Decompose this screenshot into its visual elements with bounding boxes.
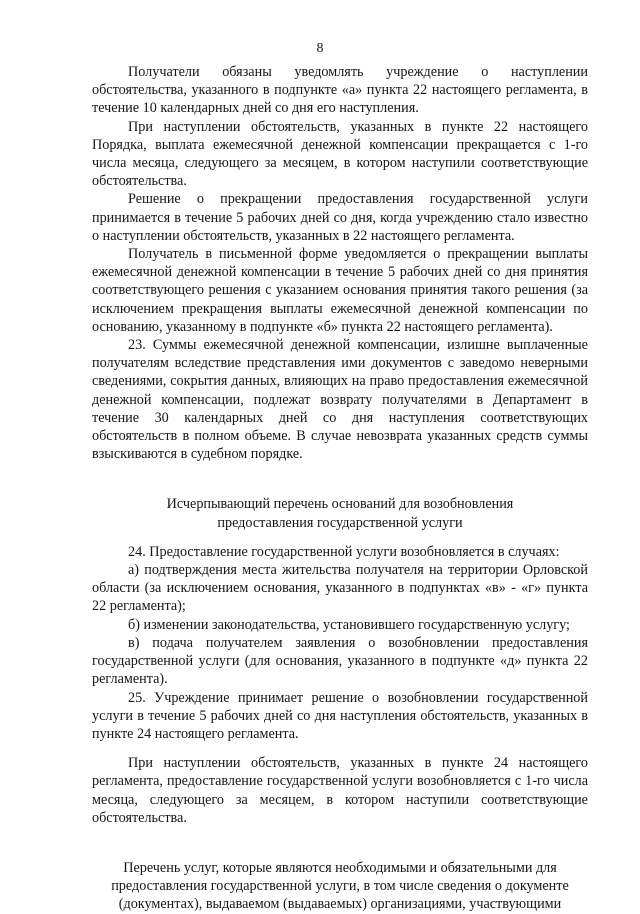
- paragraph-spacer: [92, 743, 588, 754]
- paragraph-written-notice: Получатель в письменной форме уведомляется о прекращении выплаты ежемесячной денежной компенсации в течение 5 рабочих дней со дня принятия соответствующего решения с указанием основания принятия такого решения (за исключением прекращения выплаты ежемесячной денежной компенсации по основанию, указанному в подпункте «б» пункта 22 настоящего регламента).: [92, 246, 588, 335]
- paragraph-item-23: 23. Суммы ежемесячной денежной компенсации, излишне выплаченные получателям вследствие представления ими документов с заведомо неверными сведениями, сокрытия данных, влияющих на право предоставления ежемесячной денежной компенсации, подлежат возврату получателями в Департамент в течение 30 календарных дней со дня наступления соответствующих обстоятельств в полном объеме. В случае невозврата указанных средств суммы взыскиваются в судебном порядке.: [92, 337, 588, 463]
- section-spacer: [92, 532, 588, 543]
- paragraph-item-24-v: в) подача получателем заявления о возобновлении предоставления государственной услуги (для основания, указанного в подпункте «д» пункта 22 регламента).: [92, 634, 588, 688]
- paragraph-item-24-a: а) подтверждения места жительства получателя на территории Орловской области (за исключением основания, указанного в подпунктах «в» - «г» пункта 22 регламента);: [92, 562, 588, 615]
- paragraph-item-24-b: б) изменении законодательства, установившего государственную услугу;: [128, 616, 570, 633]
- section-spacer: [92, 827, 588, 859]
- section-heading-resumption: Исчерпывающий перечень оснований для возобновления предоставления государственной услуги: [166, 496, 514, 531]
- paragraph-item-24: 24. Предоставление государственной услуги возобновляется в случаях:: [128, 543, 560, 560]
- section-spacer: [92, 463, 588, 495]
- paragraph-resumption-date: При наступлении обстоятельств, указанных в пункте 24 настоящего регламента, предоставление государственной услуги возобновляется с 1-го числа месяца, следующего за месяцем, в котором наступили соответствующие обстоятельства.: [92, 755, 588, 826]
- page-number: 8: [316, 41, 324, 56]
- section-heading-required-services: Перечень услуг, которые являются необходимыми и обязательными для предоставления государственной услуги, в том числе сведения о документе (документах), выдаваемом (выдаваемых) организациями, участвующими: [111, 859, 569, 913]
- paragraph-termination-decision: Решение о прекращении предоставления государственной услуги принимается в течение 5 рабочих дней со дня, когда учреждению стало известно о наступлении обстоятельств, указанных в 22 настоящего регламента.: [92, 191, 588, 244]
- paragraph-item-25: 25. Учреждение принимает решение о возобновлении государственной услуги в течение 5 рабочих дней со дня наступления обстоятельств, указанных в пункте 24 настоящего регламента.: [92, 689, 588, 742]
- paragraph-payment-termination: При наступлении обстоятельств, указанных в пункте 22 настоящего Порядка, выплата ежемесячной денежной компенсации прекращается с 1-го числа месяца, следующего за месяцем, в котором наступили соответствующие обстоятельства.: [92, 118, 588, 190]
- document-body: [92, 63, 588, 914]
- paragraph-notification-duty: Получатели обязаны уведомлять учреждение о наступлении обстоятельства, указанного в подпункте «а» пункта 22 настоящего регламента, в течение 10 календарных дней со дня его наступления.: [92, 64, 588, 117]
